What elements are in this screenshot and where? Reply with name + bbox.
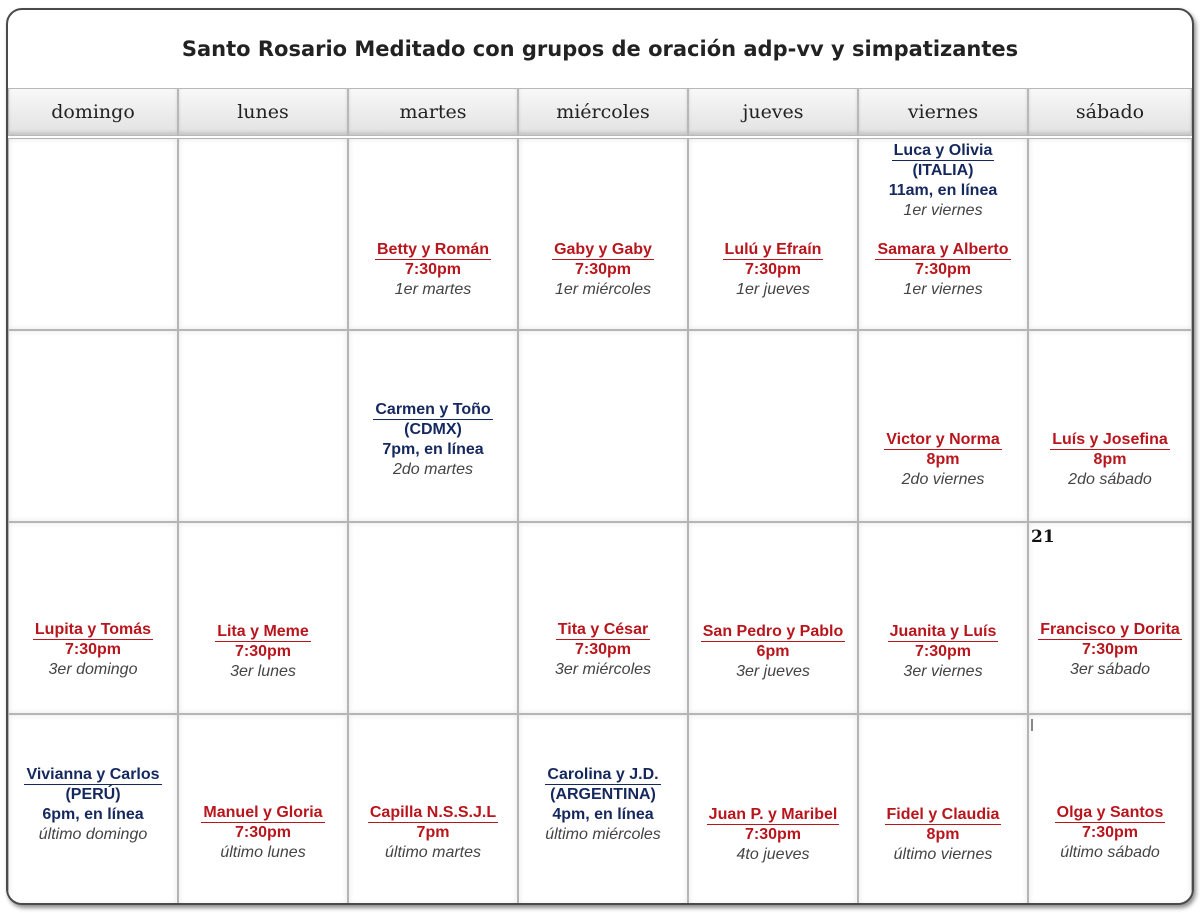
calendar-cell — [688, 522, 858, 714]
group-occurrence: último lunes — [220, 844, 306, 861]
group-name: Carolina y J.D. — [547, 766, 659, 783]
group-name-row — [689, 240, 857, 260]
group-occurrence: 3er sábado — [1069, 661, 1151, 678]
calendar-cell — [518, 138, 688, 330]
group-name-row — [349, 803, 517, 823]
calendar-cell — [178, 522, 348, 714]
group-time: 7:30pm — [574, 261, 632, 278]
group-name-row — [859, 141, 1027, 161]
group-name-row — [859, 622, 1027, 642]
cell-number: 21 — [1031, 527, 1055, 547]
prayer-group-entry — [179, 622, 347, 682]
group-location: (ARGENTINA) — [550, 786, 656, 803]
group-name: Olga y Santos — [1056, 804, 1164, 821]
group-name: San Pedro y Pablo — [702, 623, 844, 640]
group-occurrence: último martes — [384, 844, 482, 861]
prayer-group-entry — [689, 805, 857, 865]
group-location: (PERÚ) — [65, 786, 121, 803]
group-name-row — [1029, 620, 1191, 640]
calendar-cell — [1028, 522, 1192, 714]
group-name-row — [349, 400, 517, 420]
group-occurrence: 2do viernes — [901, 471, 985, 488]
group-occurrence: 4to jueves — [736, 846, 810, 863]
group-time: 7:30pm — [234, 643, 292, 660]
prayer-group-entry — [349, 240, 517, 300]
group-name-row — [1029, 430, 1191, 450]
prayer-group-entry — [859, 141, 1027, 221]
prayer-group-entry — [349, 803, 517, 863]
group-name: Carmen y Toño — [375, 401, 491, 418]
calendar-cell — [858, 138, 1028, 330]
day-header-4: jueves — [688, 88, 858, 136]
group-time: 7:30pm — [914, 643, 972, 660]
group-time: 8pm — [1093, 451, 1127, 468]
group-time: 6pm — [756, 643, 790, 660]
prayer-group-entry — [9, 620, 177, 680]
calendar-cell — [178, 138, 348, 330]
day-header-0: domingo — [8, 88, 178, 136]
group-name-row — [9, 620, 177, 640]
prayer-group-entry — [689, 240, 857, 300]
group-occurrence: 1er martes — [394, 281, 472, 298]
group-name-row — [859, 240, 1027, 260]
prayer-group-entry — [859, 805, 1027, 865]
group-time: 7:30pm — [234, 824, 292, 841]
prayer-group-entry — [9, 765, 177, 845]
group-name-row — [519, 240, 687, 260]
group-time: 8pm — [926, 451, 960, 468]
calendar-frame — [6, 8, 1194, 905]
calendar-cell — [348, 714, 518, 905]
group-name-row — [689, 805, 857, 825]
group-occurrence: 3er miércoles — [554, 661, 652, 678]
calendar-cell — [688, 330, 858, 522]
group-name: Juan P. y Maribel — [708, 806, 838, 823]
cell-tick-mark — [1031, 719, 1033, 731]
group-time: 7:30pm — [1081, 824, 1139, 841]
group-name: Lupita y Tomás — [34, 621, 152, 638]
group-occurrence: 1er jueves — [736, 281, 810, 298]
group-time: 7:30pm — [64, 641, 122, 658]
group-name-row — [519, 765, 687, 785]
group-name: Tita y César — [557, 621, 649, 638]
group-occurrence: 2do sábado — [1068, 471, 1152, 488]
group-name-row — [179, 803, 347, 823]
group-occurrence: 3er jueves — [736, 663, 810, 680]
calendar-cell — [1028, 714, 1192, 905]
group-name-row — [859, 430, 1027, 450]
calendar-cell — [688, 138, 858, 330]
group-occurrence: último viernes — [893, 846, 993, 863]
group-time: 6pm, en línea — [42, 806, 144, 823]
calendar-cell — [518, 522, 688, 714]
day-header-5: viernes — [858, 88, 1028, 136]
group-occurrence: 3er domingo — [48, 661, 138, 678]
calendar-cell — [8, 714, 178, 905]
group-name-row — [519, 620, 687, 640]
group-name: Gaby y Gaby — [554, 241, 652, 258]
group-occurrence: último domingo — [38, 826, 148, 843]
group-name: Juanita y Luís — [889, 623, 997, 640]
prayer-group-entry — [689, 622, 857, 682]
group-occurrence: 3er viernes — [903, 663, 983, 680]
calendar-cell — [8, 330, 178, 522]
group-occurrence: 1er viernes — [903, 202, 983, 219]
calendar-cell — [1028, 138, 1192, 330]
group-name: Capilla N.S.S.J.L — [369, 804, 497, 821]
group-occurrence: 3er lunes — [230, 663, 296, 680]
prayer-group-entry — [1029, 620, 1191, 680]
group-time: 7:30pm — [744, 826, 802, 843]
group-name: Lulú y Efraín — [724, 241, 822, 258]
group-occurrence: último sábado — [1060, 844, 1160, 861]
group-name: Fidel y Claudia — [886, 806, 1000, 823]
group-time: 7:30pm — [914, 261, 972, 278]
group-name-row — [1029, 803, 1191, 823]
calendar-cell — [518, 714, 688, 905]
group-name: Betty y Román — [376, 241, 490, 258]
calendar-cell — [1028, 330, 1192, 522]
group-time: 7:30pm — [1081, 641, 1139, 658]
group-name: Francisco y Dorita — [1040, 621, 1180, 638]
calendar-grid — [8, 88, 1192, 905]
group-name-row — [9, 765, 177, 785]
calendar-cell — [858, 714, 1028, 905]
calendar-cell — [348, 138, 518, 330]
day-header-3: miércoles — [518, 88, 688, 136]
prayer-group-entry — [1029, 430, 1191, 490]
group-location: (ITALIA) — [912, 162, 974, 179]
group-name-row — [349, 240, 517, 260]
group-time: 7pm, en línea — [382, 441, 484, 458]
prayer-group-entry — [1029, 803, 1191, 863]
day-header-6: sábado — [1028, 88, 1192, 136]
group-name: Manuel y Gloria — [203, 804, 323, 821]
group-name-row — [179, 622, 347, 642]
group-name-row — [689, 622, 857, 642]
calendar-cell — [178, 714, 348, 905]
group-time: 7:30pm — [574, 641, 632, 658]
prayer-group-entry — [859, 240, 1027, 300]
group-time: 11am, en línea — [888, 182, 998, 199]
day-header-1: lunes — [178, 88, 348, 136]
calendar-title: Santo Rosario Meditado con grupos de oración adp-vv y simpatizantes — [181, 37, 1019, 61]
calendar-cell — [858, 330, 1028, 522]
group-time: 7pm — [416, 824, 450, 841]
calendar-cell — [8, 522, 178, 714]
group-name: Lita y Meme — [217, 623, 309, 640]
group-name: Luca y Olivia — [893, 142, 993, 159]
prayer-group-entry — [859, 430, 1027, 490]
prayer-group-entry — [519, 765, 687, 845]
prayer-group-entry — [179, 803, 347, 863]
calendar-cell — [8, 138, 178, 330]
calendar-cell — [348, 522, 518, 714]
group-name: Luís y Josefina — [1052, 431, 1168, 448]
calendar-cell — [858, 522, 1028, 714]
group-time: 4pm, en línea — [552, 806, 654, 823]
day-header-2: martes — [348, 88, 518, 136]
group-name: Samara y Alberto — [877, 241, 1009, 258]
group-time: 7:30pm — [404, 261, 462, 278]
prayer-group-entry — [349, 400, 517, 480]
group-time: 7:30pm — [744, 261, 802, 278]
group-name: Victor y Norma — [886, 431, 1000, 448]
group-occurrence: 2do martes — [392, 461, 474, 478]
calendar-cell — [688, 714, 858, 905]
calendar-cell — [518, 330, 688, 522]
group-occurrence: último miércoles — [545, 826, 661, 843]
prayer-group-entry — [859, 622, 1027, 682]
prayer-group-entry — [519, 240, 687, 300]
group-name-row — [859, 805, 1027, 825]
calendar-cell — [348, 330, 518, 522]
prayer-group-entry — [519, 620, 687, 680]
group-location: (CDMX) — [404, 421, 462, 438]
calendar-cell — [178, 330, 348, 522]
group-occurrence: 1er viernes — [903, 281, 983, 298]
group-occurrence: 1er miércoles — [554, 281, 652, 298]
group-name: Vivianna y Carlos — [26, 766, 160, 783]
group-time: 8pm — [926, 826, 960, 843]
